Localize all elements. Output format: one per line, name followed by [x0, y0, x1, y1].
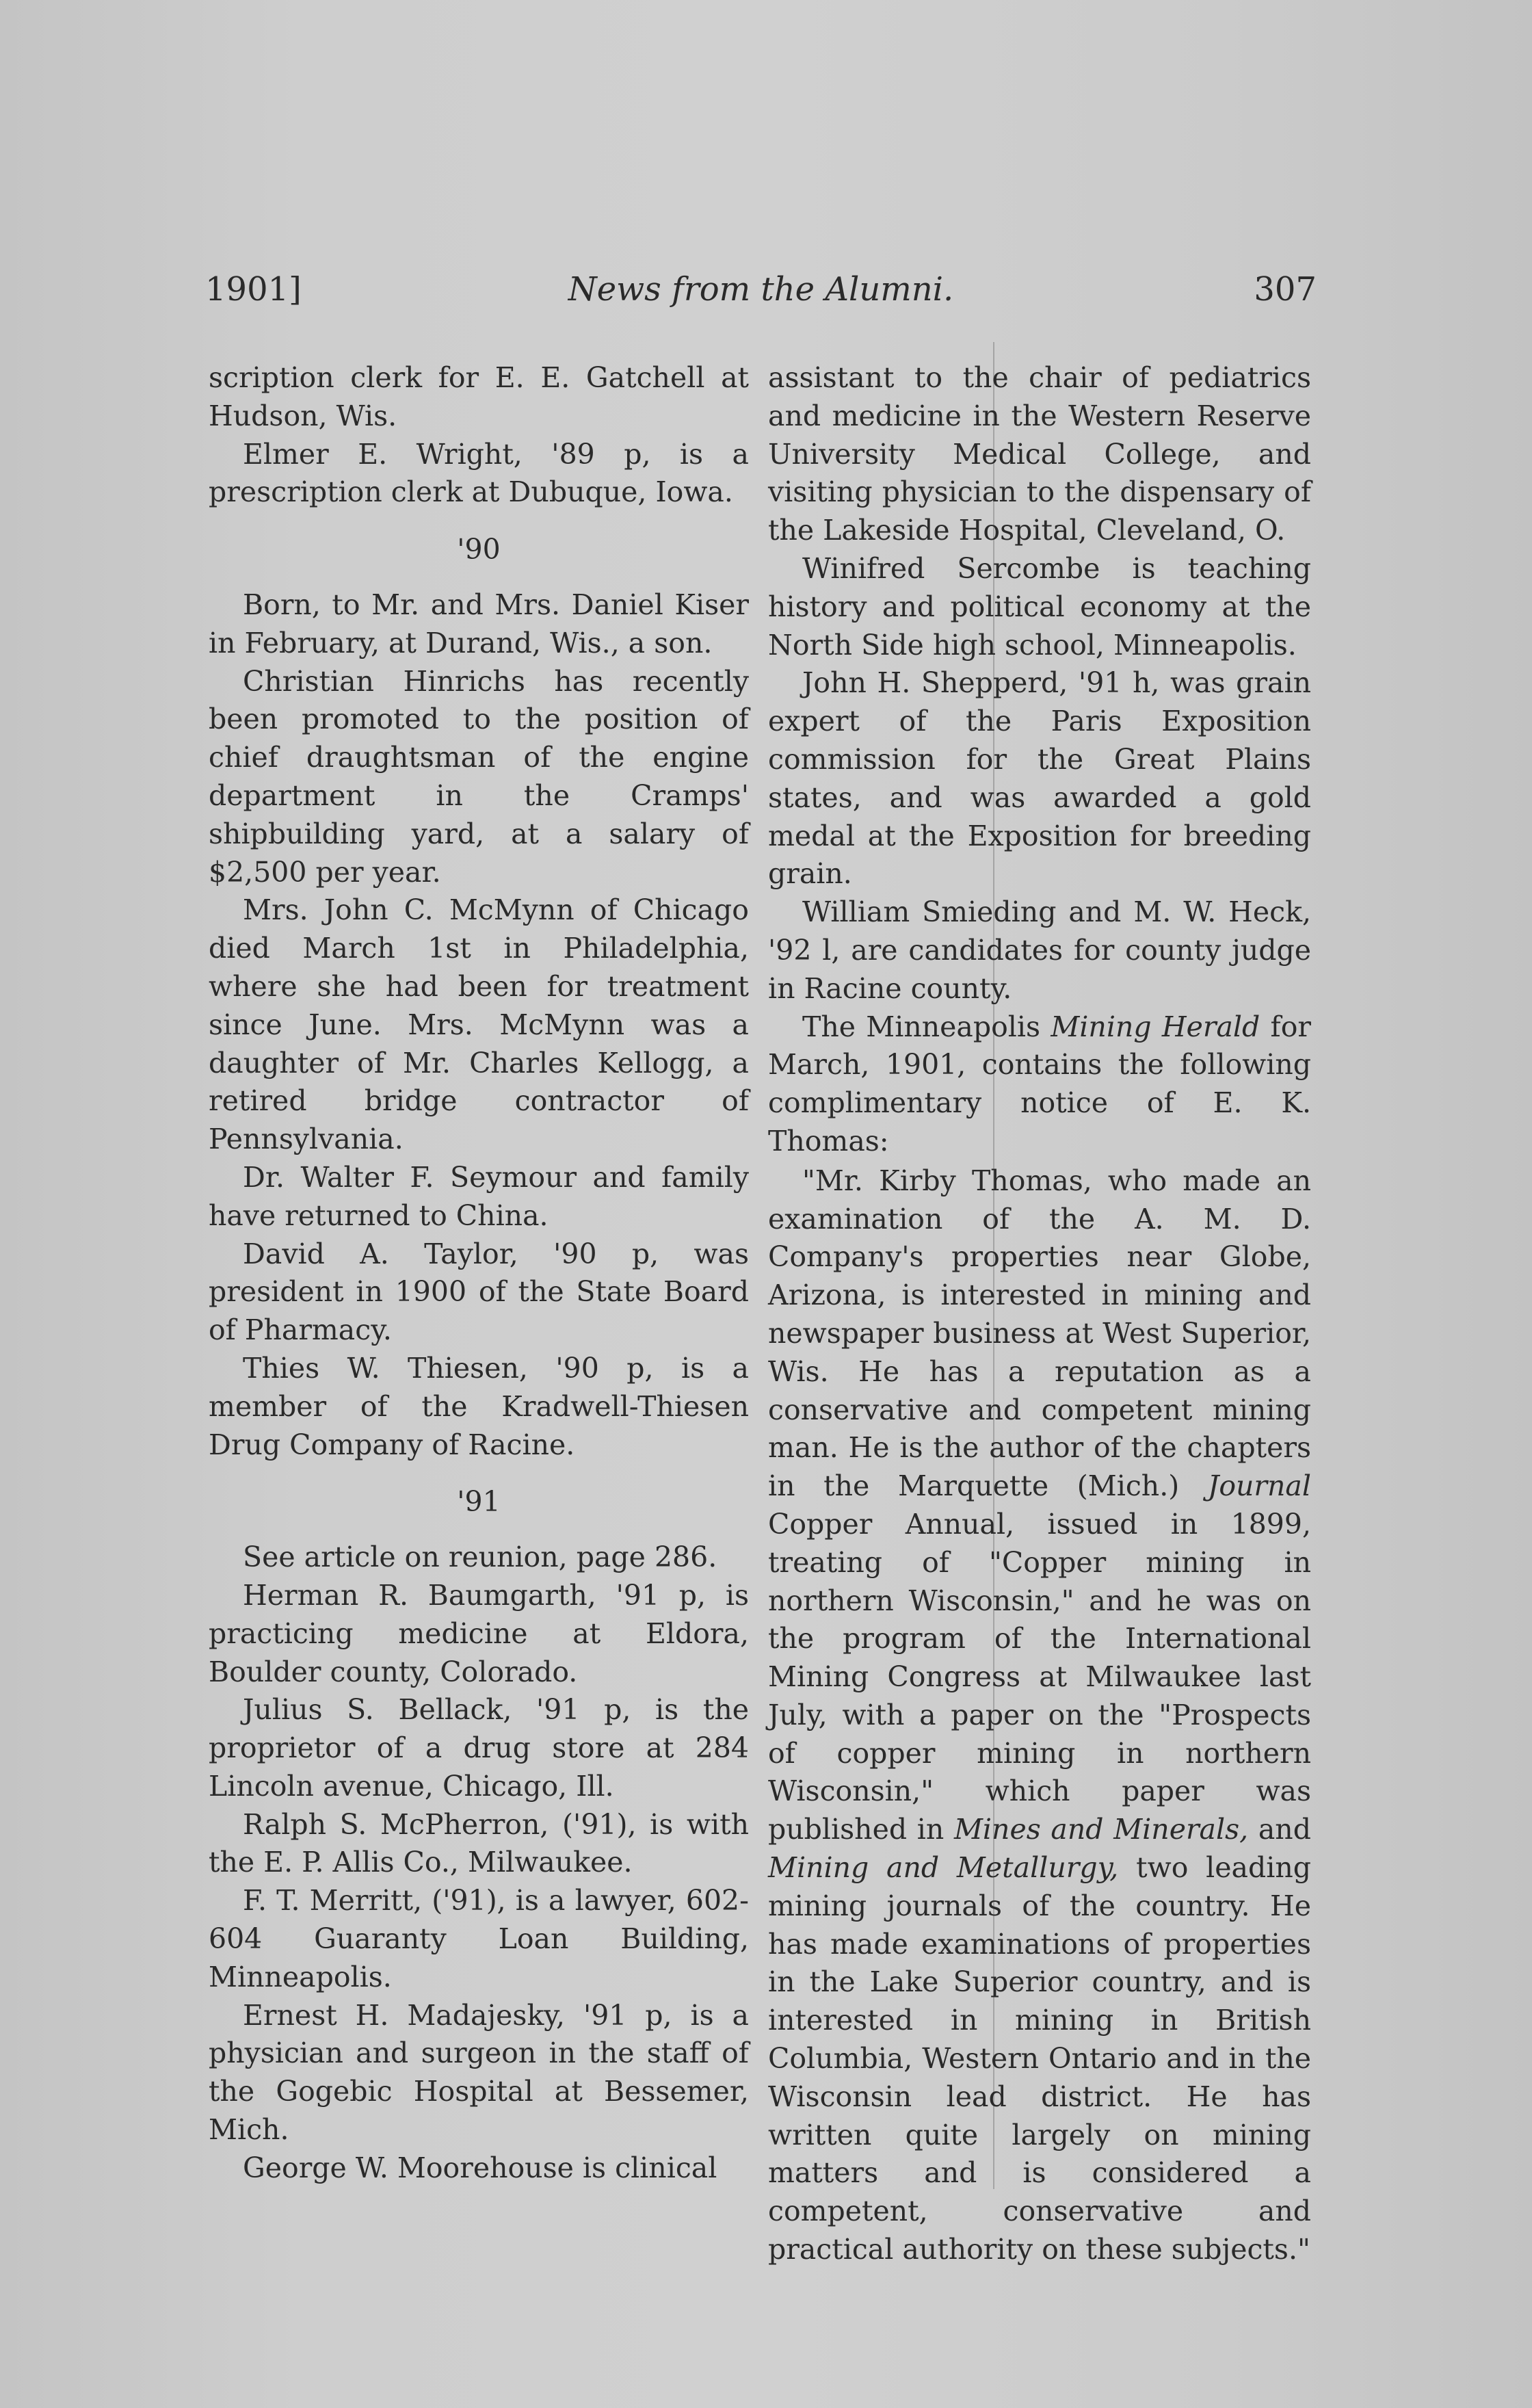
- text-run: The Minneapolis: [802, 1010, 1041, 1043]
- paragraph: John H. Shepperd, '91 h, was grain expert of the Paris Exposition commission for the Great Plains states, and was awarded a gold medal at the Exposition for breeding grain.: [768, 666, 1311, 891]
- class-year-heading: '91: [457, 1485, 501, 1519]
- quoted-notice: [768, 1162, 1311, 2269]
- paragraph: scription clerk for E. E. Gatchell at Hudson, Wis.: [209, 361, 749, 432]
- paragraph: [768, 1008, 1311, 1161]
- left-column: [209, 359, 749, 2188]
- class-year-heading: '90: [457, 533, 501, 566]
- paragraph: F. T. Merritt, ('91), is a lawyer, 602-604 Guaranty Loan Building, Minneapolis.: [209, 1884, 749, 1993]
- publication-title: Mines and Minerals,: [953, 1813, 1249, 1846]
- paragraph: Mrs. John C. McMynn of Chicago died March 1st in Philadelphia, where she had been for treatment since June. Mrs. McMynn was a daughter of Mr. Charles Kellogg, a retired bridge contractor of Pennsylvania.: [209, 893, 749, 1156]
- paragraph: Dr. Walter F. Seymour and family have returned to China.: [209, 1160, 749, 1232]
- header-year: 1901]: [205, 270, 302, 309]
- paragraph: Winifred Sercombe is teaching history and political economy at the North Side high school, Minneapolis.: [768, 551, 1311, 662]
- publication-title: Mining Herald: [1051, 1010, 1260, 1043]
- text-run: and: [1258, 1813, 1311, 1846]
- text-run: two leading mining journals of the country. He has made examinations of properties in the Lake Superior country, and is interested in mining in British Columbia, Western Ontario and in the Wisconsin lead district. He has written quite largely on mining matters and is considered a competent, conservative and practical authority on these subjects.": [768, 1851, 1311, 2266]
- page-number: 307: [1254, 270, 1317, 309]
- paragraph: George W. Moorehouse is clinical: [243, 2151, 717, 2184]
- right-column: [768, 359, 1311, 2269]
- paragraph: David A. Taylor, '90 p, was president in 1900 of the State Board of Pharmacy.: [209, 1237, 749, 1347]
- running-header: [205, 270, 1317, 318]
- paragraph: Christian Hinrichs has recently been promoted to the position of chief draughtsman of the engine department in the Cramps' shipbuilding yard, at a salary of $2,500 per year.: [209, 664, 749, 889]
- paragraph: Born, to Mr. and Mrs. Daniel Kiser in February, at Durand, Wis., a son.: [209, 588, 749, 659]
- paragraph: Herman R. Baumgarth, '91 p, is practicing medicine at Eldora, Boulder county, Colorado.: [209, 1578, 749, 1688]
- text-run: Copper Annual, issued in 1899, treating of "Copper mining in northern Wisconsin," and he was on the program of the International Mining Congress at Milwaukee last July, with a paper on the "Prospects of copper mining in northern Wisconsin," which paper was published in: [768, 1507, 1311, 1846]
- paragraph: Ernest H. Madajesky, '91 p, is a physician and surgeon in the staff of the Gogebic Hospital at Bessemer, Mich.: [209, 1998, 749, 2147]
- publication-title: Mining and Metallurgy,: [768, 1851, 1119, 1885]
- paragraph: Elmer E. Wright, '89 p, is a prescription clerk at Dubuque, Iowa.: [209, 437, 749, 509]
- paragraph: See article on reunion, page 286.: [243, 1541, 717, 1574]
- paragraph: Julius S. Bellack, '91 p, is the proprietor of a drug store at 284 Lincoln avenue, Chicago, Ill.: [209, 1693, 749, 1803]
- paragraph: assistant to the chair of pediatrics and medicine in the Western Reserve University Medical College, and visiting physician to the dispensary of the Lakeside Hospital, Cleveland, O.: [768, 361, 1311, 547]
- paragraph: William Smieding and M. W. Heck, '92 l, are candidates for county judge in Racine county.: [768, 895, 1311, 1005]
- paragraph: Ralph S. McPherron, ('91), is with the E. P. Allis Co., Milwaukee.: [209, 1807, 749, 1879]
- header-title: News from the Alumni.: [568, 270, 954, 309]
- text-run: for March, 1901, contains the following complimentary notice of E. K. Thomas:: [768, 1010, 1311, 1157]
- paragraph: Thies W. Thiesen, '90 p, is a member of the Kradwell-Thiesen Drug Company of Racine.: [209, 1351, 749, 1461]
- publication-title: Journal: [1207, 1469, 1311, 1503]
- text-run: "Mr. Kirby Thomas, who made an examination of the A. M. D. Company's properties near Globe, Arizona, is interested in mining and newspaper business at West Superior, Wis. He has a reputation as a conservative and competent mining man. He is the author of the chapters in the Marquette (Mich.): [768, 1164, 1311, 1503]
